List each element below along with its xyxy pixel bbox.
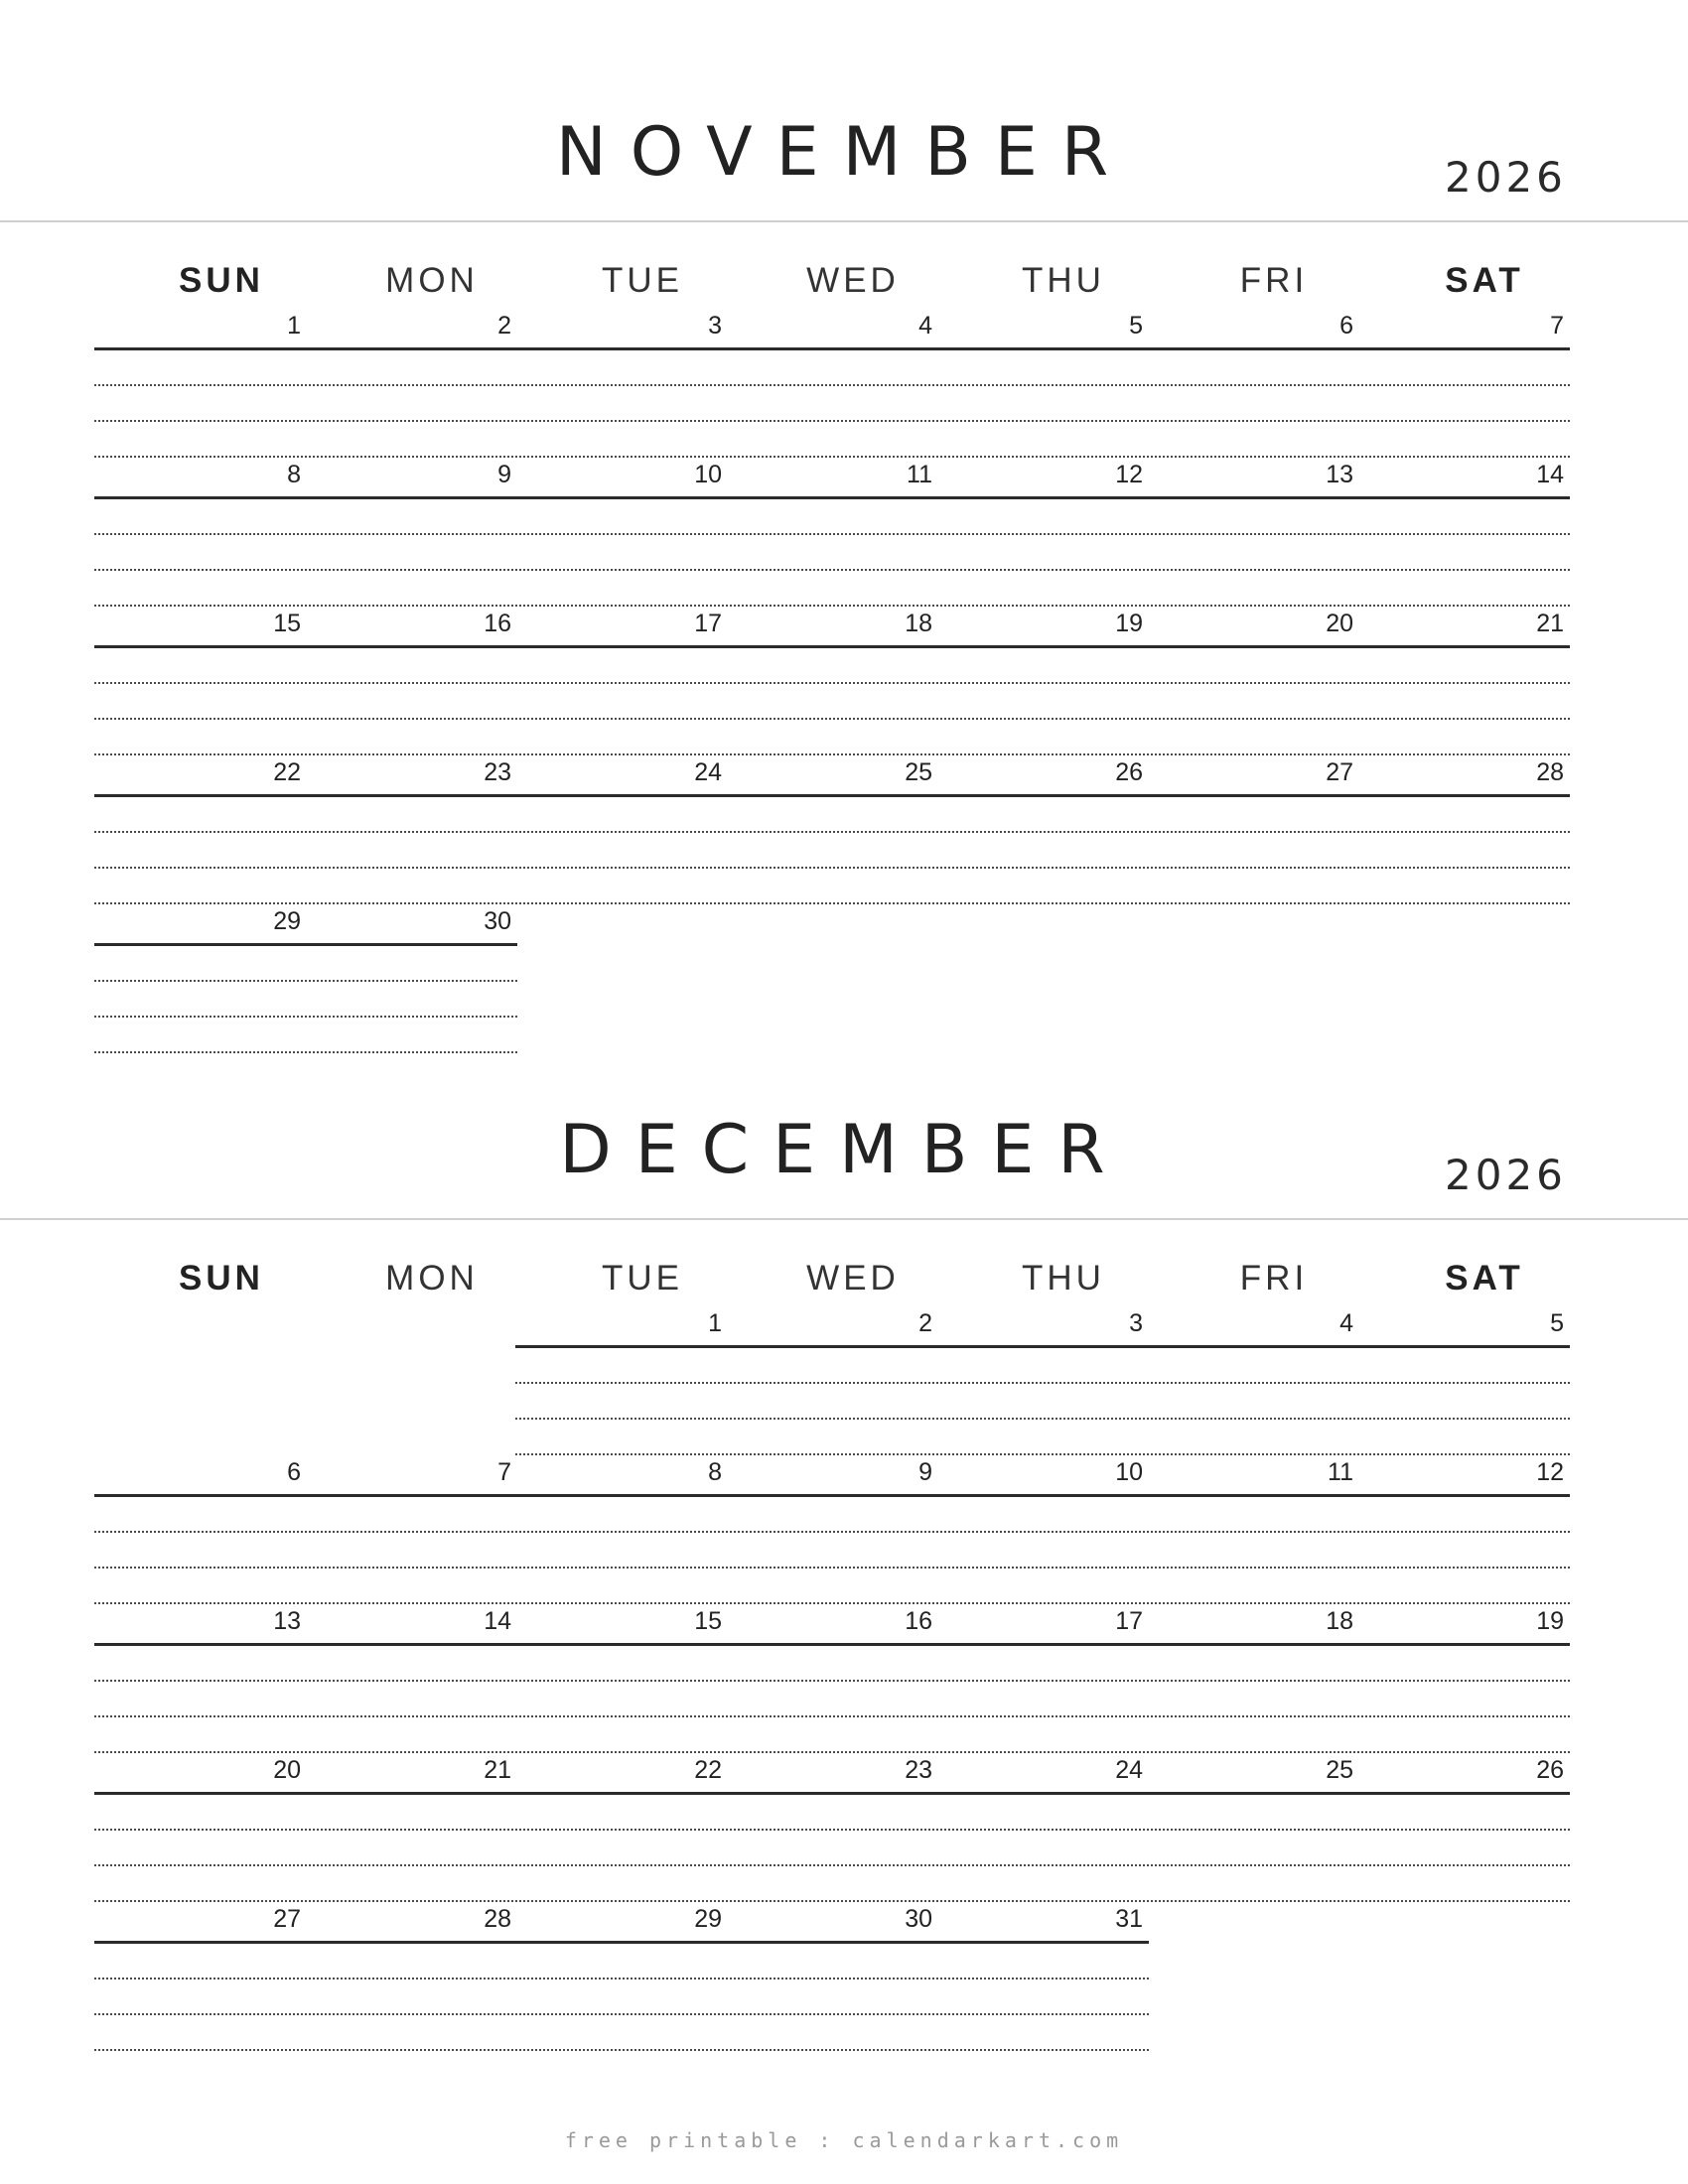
day-number: 24 [694, 758, 722, 786]
day-cell [516, 604, 727, 752]
day-cell [95, 752, 306, 901]
day-cell [1358, 1303, 1569, 1452]
day-number: 12 [1115, 461, 1143, 488]
day-number: 5 [1129, 312, 1143, 340]
day-cell [95, 455, 306, 604]
day-number: 27 [1326, 758, 1353, 786]
day-cell [306, 1601, 516, 1750]
day-cell [727, 1303, 937, 1452]
day-number: 20 [1326, 610, 1353, 637]
day-number: 5 [1550, 1309, 1564, 1337]
day-cell [306, 1899, 516, 2048]
day-cell [516, 1899, 727, 2048]
day-cell [306, 455, 516, 604]
day-number: 10 [694, 461, 722, 488]
day-number: 11 [907, 461, 932, 488]
day-number: 9 [918, 1458, 932, 1486]
day-number: 11 [1328, 1458, 1353, 1486]
day-cell [306, 604, 516, 752]
day-number: 12 [1536, 1458, 1564, 1486]
weekday-header-row [0, 256, 1688, 306]
day-cell [937, 1601, 1148, 1750]
day-cell [937, 1303, 1148, 1452]
week-row [0, 1899, 1688, 2048]
day-number: 8 [287, 461, 301, 488]
day-cell [1148, 1452, 1358, 1601]
weekday-sun: SUN [179, 1259, 264, 1297]
week-row [0, 1303, 1688, 1452]
day-cell [1358, 752, 1569, 901]
day-cell [1358, 604, 1569, 752]
weekday-wed: WED [806, 261, 900, 300]
day-cell [1358, 1750, 1569, 1899]
calendar-month-december [0, 998, 1688, 1990]
day-number: 18 [905, 610, 932, 637]
day-number: 25 [1326, 1756, 1353, 1784]
day-cell [516, 1750, 727, 1899]
day-cell [95, 1601, 306, 1750]
day-number: 13 [1326, 461, 1353, 488]
day-cell [306, 306, 516, 455]
weekday-mon: MON [385, 1259, 479, 1297]
weekday-header-row [0, 1254, 1688, 1303]
day-number: 14 [1536, 461, 1564, 488]
day-number: 25 [905, 758, 932, 786]
weekday-sat: SAT [1445, 1259, 1524, 1297]
day-cell [95, 1899, 306, 2048]
day-number: 31 [1115, 1905, 1143, 1933]
day-number: 15 [694, 1607, 722, 1635]
day-number: 21 [1536, 610, 1564, 637]
week-row [0, 306, 1688, 455]
day-number: 23 [484, 758, 511, 786]
day-cell [937, 604, 1148, 752]
title-divider [0, 1218, 1688, 1220]
day-number: 17 [694, 610, 722, 637]
day-cell [937, 455, 1148, 604]
day-cell [95, 306, 306, 455]
week-row [0, 604, 1688, 752]
day-cell [1148, 1601, 1358, 1750]
day-number: 4 [1339, 1309, 1353, 1337]
day-cell [306, 752, 516, 901]
day-cell [516, 1303, 727, 1452]
day-cell [1148, 455, 1358, 604]
month-title: NOVEMBER [555, 113, 1133, 192]
day-number: 16 [484, 610, 511, 637]
weekday-thu: THU [1022, 261, 1105, 300]
day-number: 6 [1339, 312, 1353, 340]
day-number: 23 [905, 1756, 932, 1784]
day-cell [95, 1452, 306, 1601]
day-number: 26 [1536, 1756, 1564, 1784]
day-cell [727, 1452, 937, 1601]
weekday-sun: SUN [179, 261, 264, 300]
weekday-mon: MON [385, 261, 479, 300]
day-number: 2 [497, 312, 511, 340]
week-row [0, 455, 1688, 604]
day-cell [1148, 1750, 1358, 1899]
weekday-fri: FRI [1239, 261, 1309, 300]
day-cell [727, 752, 937, 901]
day-cell [937, 1899, 1148, 2048]
day-number: 20 [273, 1756, 301, 1784]
day-number: 16 [905, 1607, 932, 1635]
day-number: 24 [1115, 1756, 1143, 1784]
day-number: 28 [1536, 758, 1564, 786]
day-number: 27 [273, 1905, 301, 1933]
day-number: 28 [484, 1905, 511, 1933]
day-number: 7 [497, 1458, 511, 1486]
footer-credit: free printable : calendarkart.com [564, 2128, 1124, 2152]
weekday-wed: WED [806, 1259, 900, 1297]
week-row [0, 1601, 1688, 1750]
day-cell [1358, 455, 1569, 604]
day-cell [937, 752, 1148, 901]
day-number: 14 [484, 1607, 511, 1635]
day-number: 15 [273, 610, 301, 637]
day-number: 30 [905, 1905, 932, 1933]
title-divider [0, 220, 1688, 222]
day-number: 26 [1115, 758, 1143, 786]
day-cell [727, 455, 937, 604]
day-number: 30 [484, 907, 511, 935]
day-number: 17 [1115, 1607, 1143, 1635]
day-number: 1 [287, 312, 301, 340]
weekday-tue: TUE [602, 261, 683, 300]
day-cell [306, 1452, 516, 1601]
day-cell [516, 1601, 727, 1750]
day-number: 22 [273, 758, 301, 786]
year-label: 2026 [1445, 1151, 1567, 1199]
day-number: 3 [708, 312, 722, 340]
day-cell [1148, 306, 1358, 455]
day-cell [1358, 306, 1569, 455]
day-cell [516, 1452, 727, 1601]
year-label: 2026 [1445, 153, 1567, 202]
weekday-thu: THU [1022, 1259, 1105, 1297]
day-number: 13 [273, 1607, 301, 1635]
day-number: 1 [708, 1309, 722, 1337]
day-number: 2 [918, 1309, 932, 1337]
day-cell [937, 1452, 1148, 1601]
day-cell [727, 306, 937, 455]
day-number: 29 [694, 1905, 722, 1933]
day-cell [516, 306, 727, 455]
day-cell [306, 1750, 516, 1899]
day-cell [1148, 752, 1358, 901]
day-number: 29 [273, 907, 301, 935]
day-number: 19 [1536, 1607, 1564, 1635]
day-cell [727, 1601, 937, 1750]
day-number: 3 [1129, 1309, 1143, 1337]
day-cell [1148, 1303, 1358, 1452]
calendar-month-november [0, 0, 1688, 993]
week-row [0, 1750, 1688, 1899]
day-number: 22 [694, 1756, 722, 1784]
week-row [0, 1452, 1688, 1601]
day-cell [1358, 1601, 1569, 1750]
month-title: DECEMBER [559, 1111, 1129, 1189]
day-number: 6 [287, 1458, 301, 1486]
day-number: 4 [918, 312, 932, 340]
day-cell [95, 1750, 306, 1899]
day-cell [1358, 1452, 1569, 1601]
day-cell [727, 1899, 937, 2048]
weekday-fri: FRI [1239, 1259, 1309, 1297]
week-row [0, 752, 1688, 901]
day-number: 8 [708, 1458, 722, 1486]
day-cell [937, 1750, 1148, 1899]
day-number: 9 [497, 461, 511, 488]
day-cell [937, 306, 1148, 455]
day-cell [95, 604, 306, 752]
day-cell [516, 455, 727, 604]
day-number: 21 [484, 1756, 511, 1784]
day-number: 10 [1115, 1458, 1143, 1486]
weekday-tue: TUE [602, 1259, 683, 1297]
weekday-sat: SAT [1445, 261, 1524, 300]
day-cell [516, 752, 727, 901]
day-number: 7 [1550, 312, 1564, 340]
day-number: 19 [1115, 610, 1143, 637]
day-cell [1148, 604, 1358, 752]
day-cell [727, 1750, 937, 1899]
day-cell [727, 604, 937, 752]
day-number: 18 [1326, 1607, 1353, 1635]
